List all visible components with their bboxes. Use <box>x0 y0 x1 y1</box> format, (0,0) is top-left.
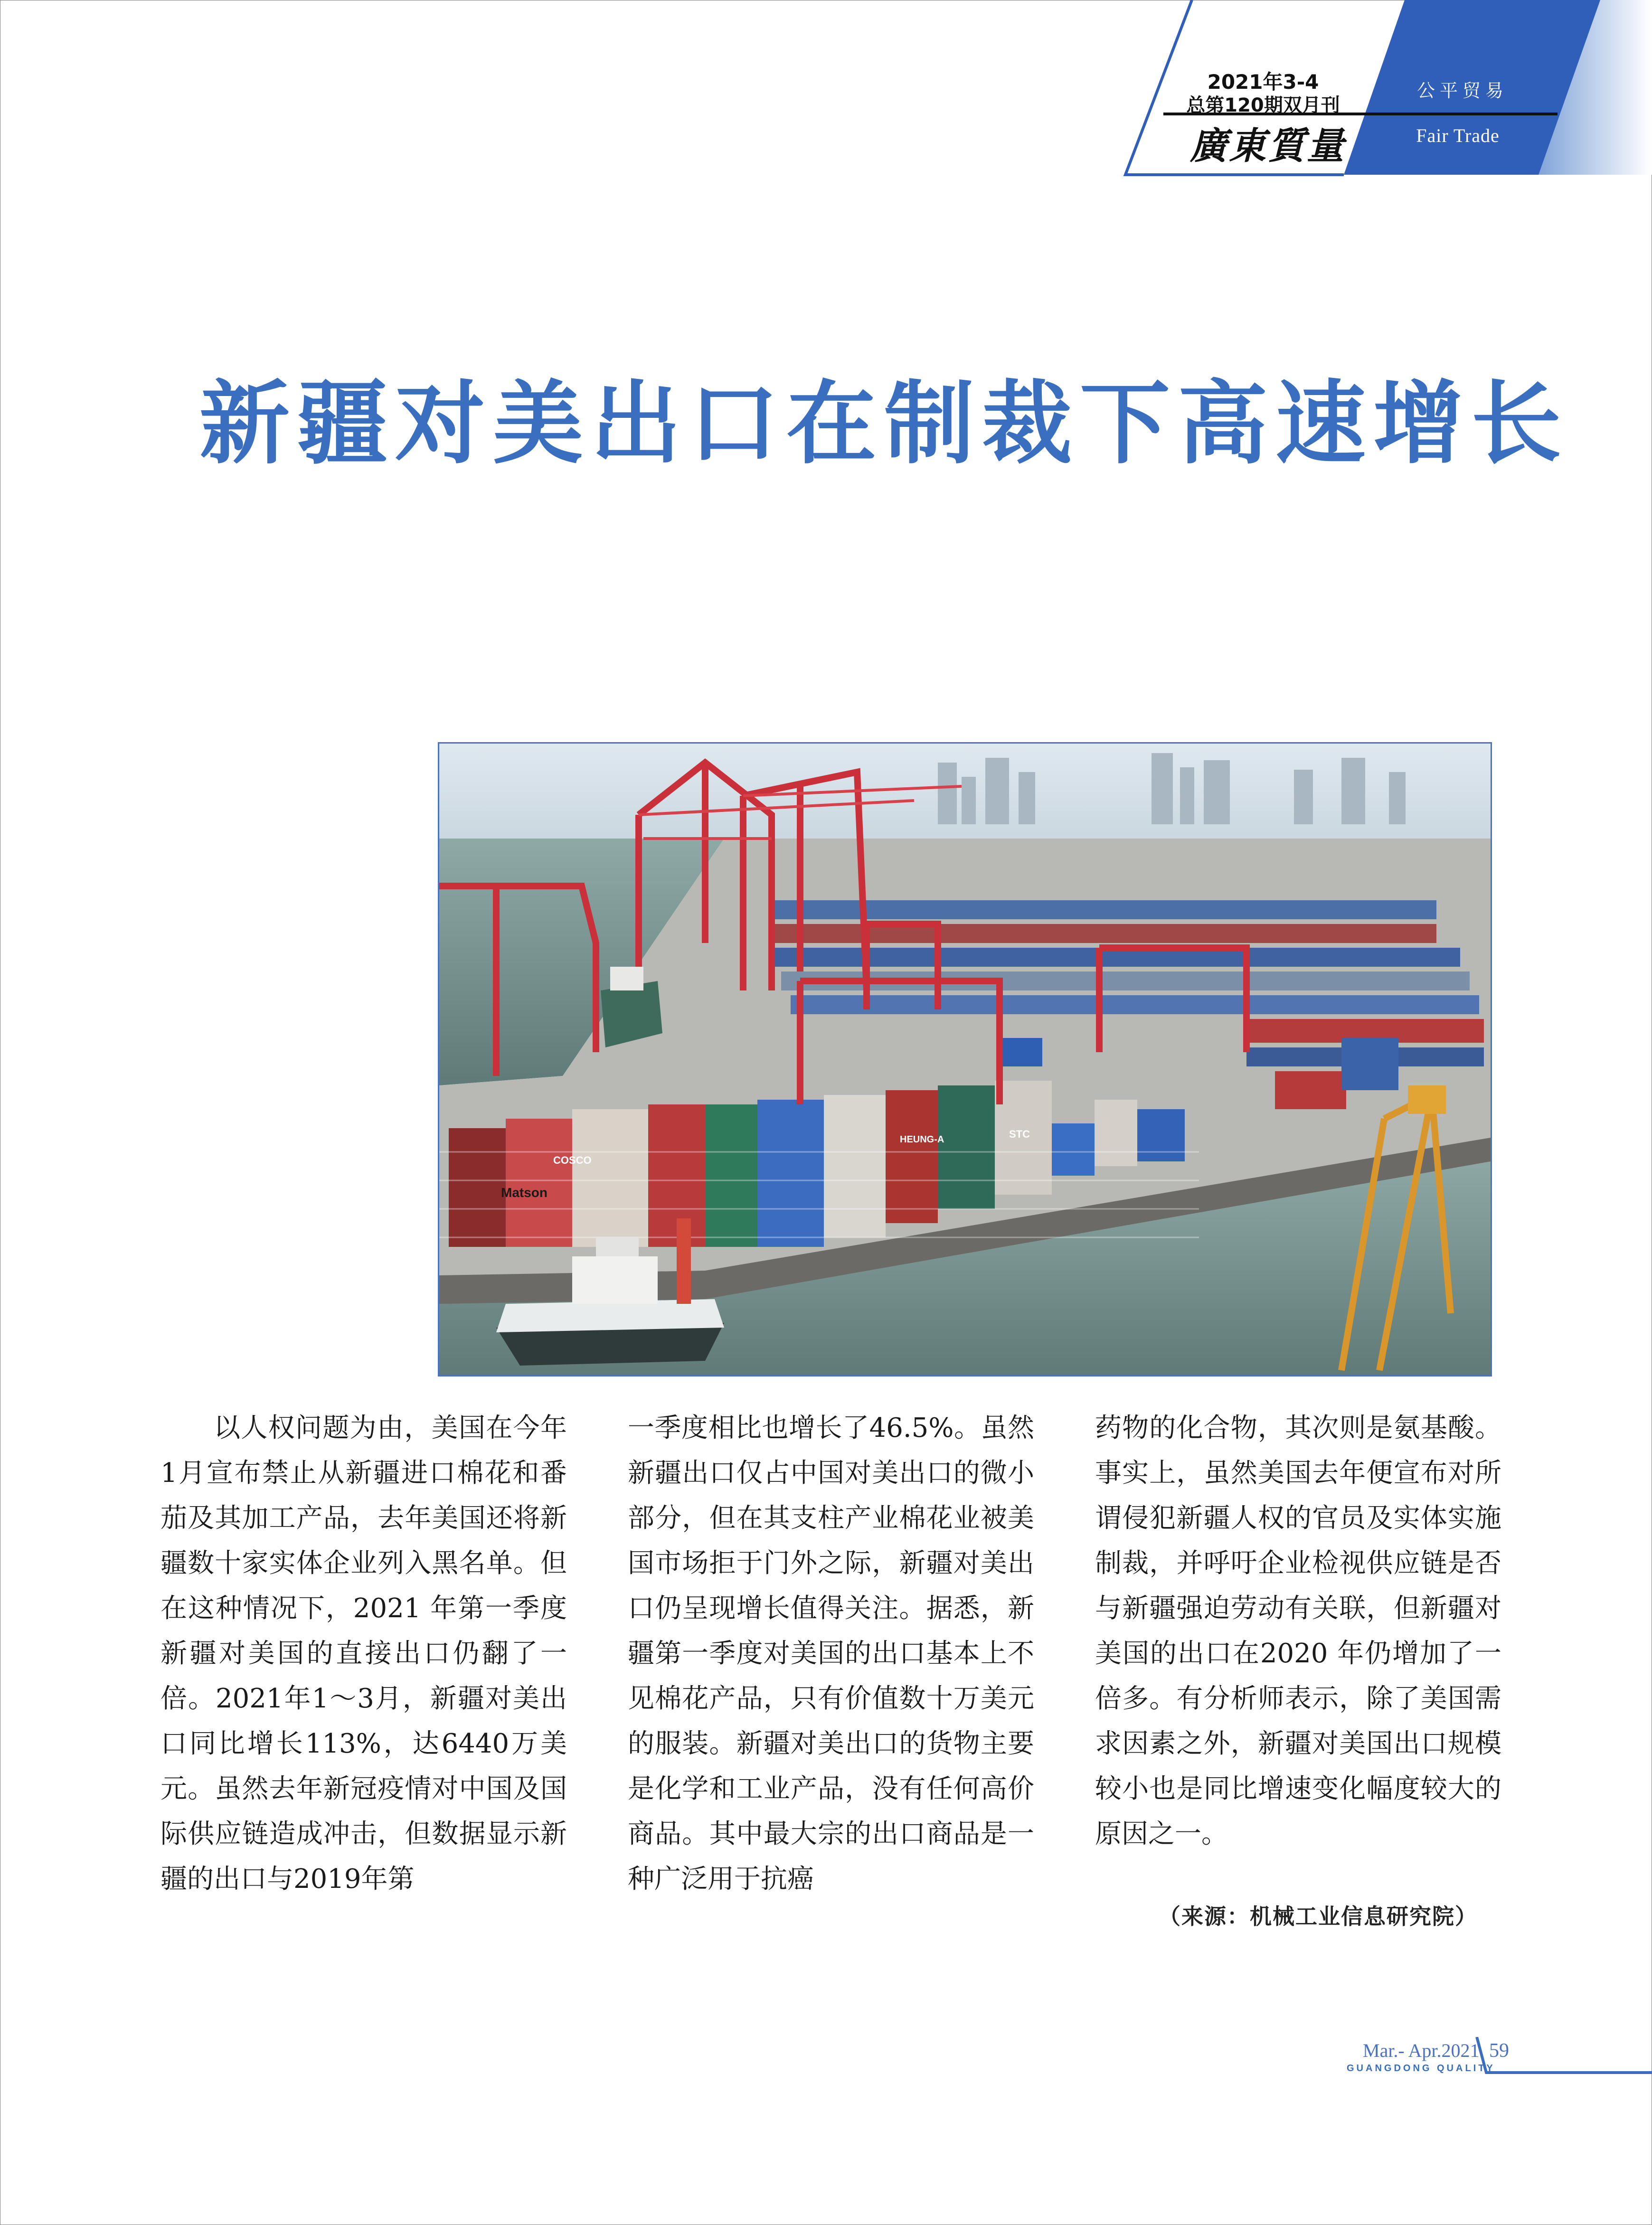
port-illustration <box>439 744 1491 1375</box>
section-label-en: Fair Trade <box>1416 125 1500 146</box>
issue-date: 2021年3-4 <box>1207 70 1319 94</box>
article-source: （来源：机械工业信息研究院） <box>1159 1904 1478 1929</box>
footer-date: Mar.- Apr.2021 <box>1363 2040 1480 2061</box>
container-label-heung-a: HEUNG-A <box>900 1134 944 1145</box>
column-3-text: 药物的化合物，其次则是氨基酸。事实上，虽然美国去年便宣布对所谓侵犯新疆人权的官员及实体实施制裁，并呼吁企业检视供应链是否与新疆强迫劳动有关联，但新疆对美国的出口在2020 年仍增加了一倍多。有分析师表示，除了美国需求因素之外，新疆对美国出口规模较小也是同比增速变化幅度较大的原因之一。 <box>1095 1413 1501 1849</box>
magazine-logo: 廣東質量 <box>1189 124 1346 168</box>
article-title: 新疆对美出口在制裁下高速增长 <box>199 370 1569 476</box>
container-label-stc: STC <box>1009 1128 1030 1140</box>
footer-brand: GUANGDONG QUALITY <box>1347 2063 1495 2074</box>
container-label-cosco: COSCO <box>553 1154 592 1166</box>
article-column-3 <box>1095 1405 1501 1857</box>
issue-volume: 总第120期双月刊 <box>1186 94 1340 116</box>
section-label-cn: 公平贸易 <box>1416 80 1508 101</box>
port-photo <box>438 742 1492 1376</box>
article-column-2 <box>628 1405 1034 1902</box>
container-label-matson: Matson <box>501 1185 548 1200</box>
column-1-text: 以人权问题为由，美国在今年1月宣布禁止从新疆进口棉花和番茄及其加工产品，去年美国还将新疆数十家实体企业列入黑名单。但在这种情况下，2021 年第一季度新疆对美国的直接出口仍翻了一倍。2021年1～3月，新疆对美出口同比增长113%，达6440万美元。虽然去年新冠疫情对中国及国际供应链造成冲击，但数据显示新疆的出口与2019年第 <box>160 1413 567 1895</box>
page-number: 59 <box>1489 2040 1509 2062</box>
column-2-text: 一季度相比也增长了46.5%。虽然新疆出口仅占中国对美出口的微小部分，但在其支柱产业棉花业被美国市场拒于门外之际，新疆对美出口仍呈现增长值得关注。据悉，新疆第一季度对美国的出口基本上不见棉花产品，只有价值数十万美元的服装。新疆对美出口的货物主要是化学和工业产品，没有任何高价商品。其中最大宗的出口商品是一种广泛用于抗癌 <box>628 1413 1034 1895</box>
article-column-1 <box>160 1405 567 1902</box>
